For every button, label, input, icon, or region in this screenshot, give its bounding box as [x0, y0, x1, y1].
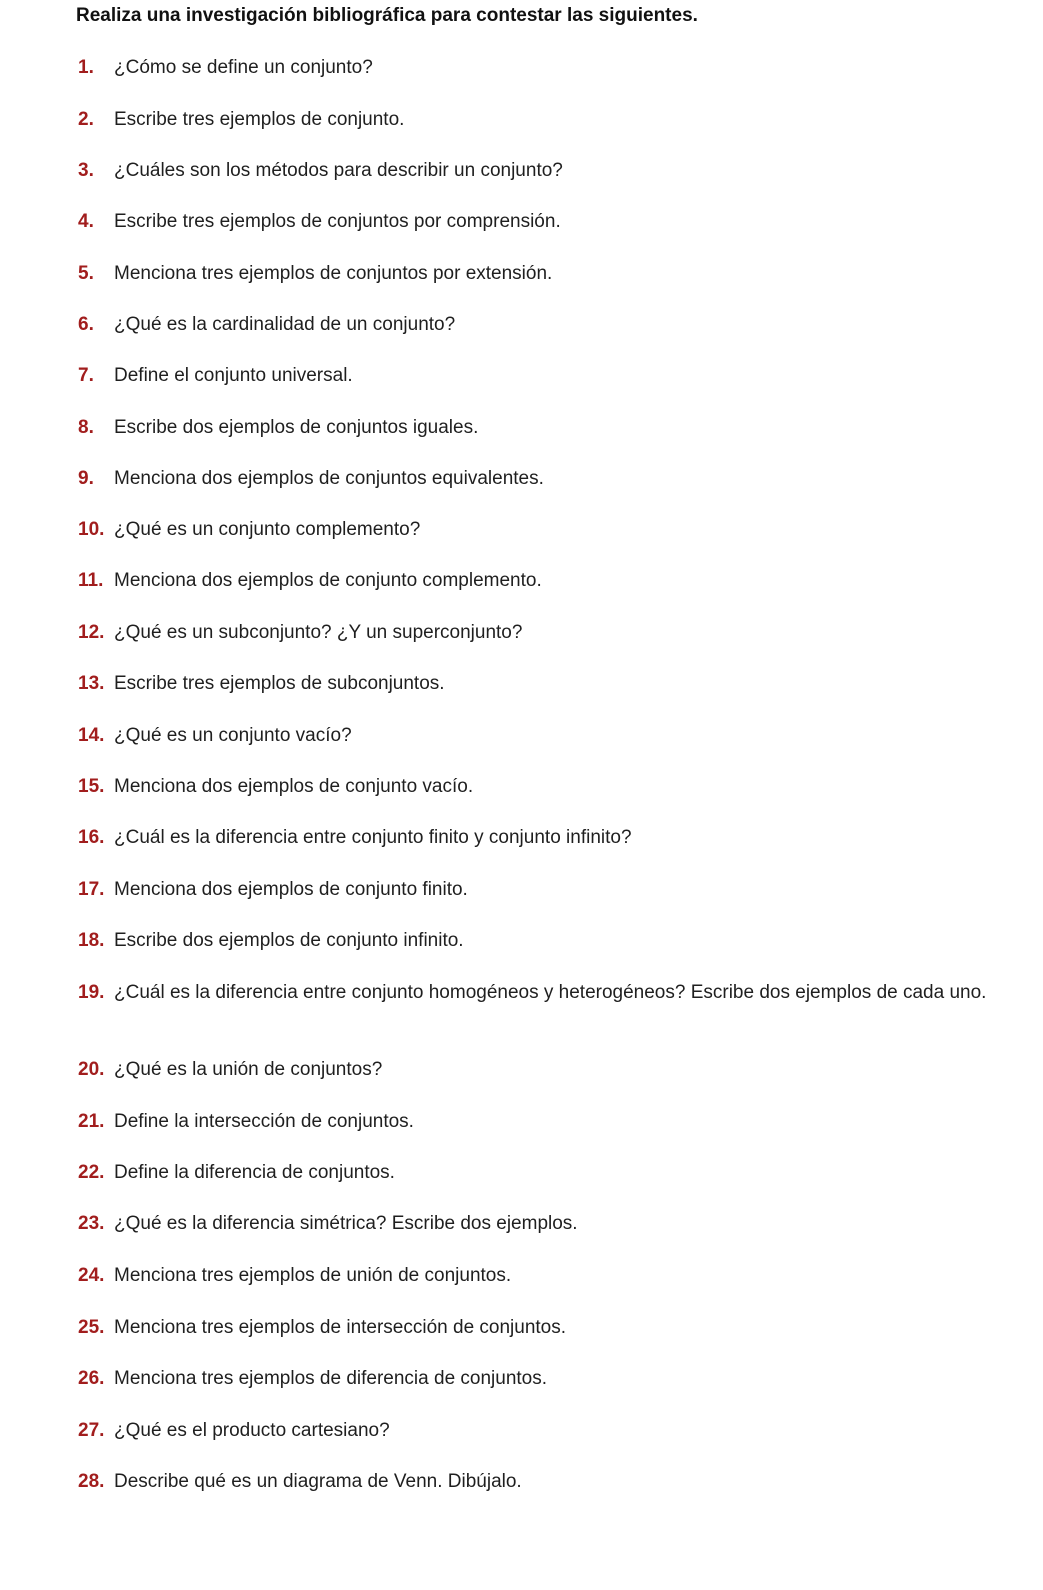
question-item [78, 774, 1043, 800]
question-item [78, 1366, 1043, 1392]
question-text: Escribe tres ejemplos de conjunto. [114, 109, 405, 130]
question-item [78, 1057, 1043, 1083]
question-text: Menciona tres ejemplos de diferencia de conjuntos. [114, 1368, 548, 1389]
question-item [78, 568, 1043, 594]
question-item [78, 1315, 1043, 1341]
question-text: ¿Qué es la unión de conjuntos? [114, 1059, 383, 1080]
question-item [78, 1469, 1043, 1495]
question-item [78, 825, 1043, 851]
question-text: ¿Qué es un conjunto complemento? [114, 519, 421, 540]
question-text: Define la diferencia de conjuntos. [114, 1162, 395, 1183]
question-text: Escribe tres ejemplos de conjuntos por comprensión. [114, 211, 561, 232]
question-item [78, 1160, 1043, 1186]
question-item [78, 415, 1043, 441]
question-number: 17. [78, 879, 105, 900]
question-item [78, 928, 1043, 954]
question-text: Menciona tres ejemplos de intersección de conjuntos. [114, 1317, 567, 1338]
question-item [78, 1418, 1043, 1444]
question-number: 22. [78, 1162, 105, 1183]
question-text: Define la intersección de conjuntos. [114, 1111, 414, 1132]
question-number: 10. [78, 519, 105, 540]
question-text: Menciona dos ejemplos de conjunto vacío. [114, 776, 474, 797]
question-number: 23. [78, 1213, 105, 1234]
question-number: 16. [78, 827, 105, 848]
question-number: 21. [78, 1111, 105, 1132]
question-item [78, 671, 1043, 697]
question-text: ¿Qué es un conjunto vacío? [114, 725, 352, 746]
question-item [78, 1263, 1043, 1289]
question-text: Define el conjunto universal. [114, 365, 353, 386]
question-number: 1. [78, 57, 94, 78]
question-number: 5. [78, 263, 94, 284]
question-item [78, 312, 1043, 338]
question-item [78, 158, 1043, 184]
question-text: Menciona tres ejemplos de conjuntos por extensión. [114, 263, 553, 284]
question-number: 28. [78, 1471, 105, 1492]
question-number: 4. [78, 211, 94, 232]
question-number: 24. [78, 1265, 105, 1286]
question-text: ¿Cuáles son los métodos para describir un conjunto? [114, 160, 563, 181]
page-title: Realiza una investigación bibliográfica para contestar las siguientes. [76, 5, 698, 26]
question-item [78, 261, 1043, 287]
question-number: 9. [78, 468, 94, 489]
question-text: Escribe tres ejemplos de subconjuntos. [114, 673, 445, 694]
question-number: 13. [78, 673, 105, 694]
question-number: 27. [78, 1420, 105, 1441]
question-number: 26. [78, 1368, 105, 1389]
question-item [78, 517, 1043, 543]
question-item [78, 1109, 1043, 1135]
question-item [78, 363, 1043, 389]
question-text: ¿Qué es la cardinalidad de un conjunto? [114, 314, 456, 335]
question-text: ¿Cómo se define un conjunto? [114, 57, 373, 78]
question-number: 8. [78, 417, 94, 438]
question-number: 3. [78, 160, 94, 181]
question-item [78, 1211, 1043, 1237]
question-number: 11. [78, 570, 104, 591]
question-item [78, 107, 1043, 133]
question-number: 20. [78, 1059, 105, 1080]
question-number: 6. [78, 314, 94, 335]
question-text: Menciona tres ejemplos de unión de conjuntos. [114, 1265, 512, 1286]
question-text: ¿Qué es el producto cartesiano? [114, 1420, 390, 1441]
question-item [78, 877, 1043, 903]
question-item [78, 55, 1043, 81]
question-item [78, 466, 1043, 492]
question-number: 25. [78, 1317, 105, 1338]
question-number: 19. [78, 982, 105, 1003]
question-item [78, 980, 1043, 1006]
question-text: ¿Qué es un subconjunto? ¿Y un superconjunto? [114, 622, 523, 643]
question-number: 12. [78, 622, 105, 643]
question-number: 2. [78, 109, 94, 130]
question-text: Escribe dos ejemplos de conjunto infinito. [114, 930, 464, 951]
question-text: Describe qué es un diagrama de Venn. Dibújalo. [114, 1471, 522, 1492]
question-item [78, 209, 1043, 235]
question-number: 18. [78, 930, 105, 951]
question-number: 7. [78, 365, 94, 386]
question-text: Menciona dos ejemplos de conjunto finito. [114, 879, 468, 900]
question-text: ¿Cuál es la diferencia entre conjunto homogéneos y heterogéneos? Escribe dos ejemplos de cada uno. [114, 982, 987, 1003]
question-item [78, 723, 1043, 749]
question-text: Escribe dos ejemplos de conjuntos iguales. [114, 417, 479, 438]
question-text: Menciona dos ejemplos de conjunto complemento. [114, 570, 542, 591]
question-text: Menciona dos ejemplos de conjuntos equivalentes. [114, 468, 544, 489]
question-item [78, 620, 1043, 646]
question-number: 15. [78, 776, 105, 797]
question-number: 14. [78, 725, 105, 746]
question-text: ¿Cuál es la diferencia entre conjunto finito y conjunto infinito? [114, 827, 632, 848]
question-text: ¿Qué es la diferencia simétrica? Escribe dos ejemplos. [114, 1213, 578, 1234]
